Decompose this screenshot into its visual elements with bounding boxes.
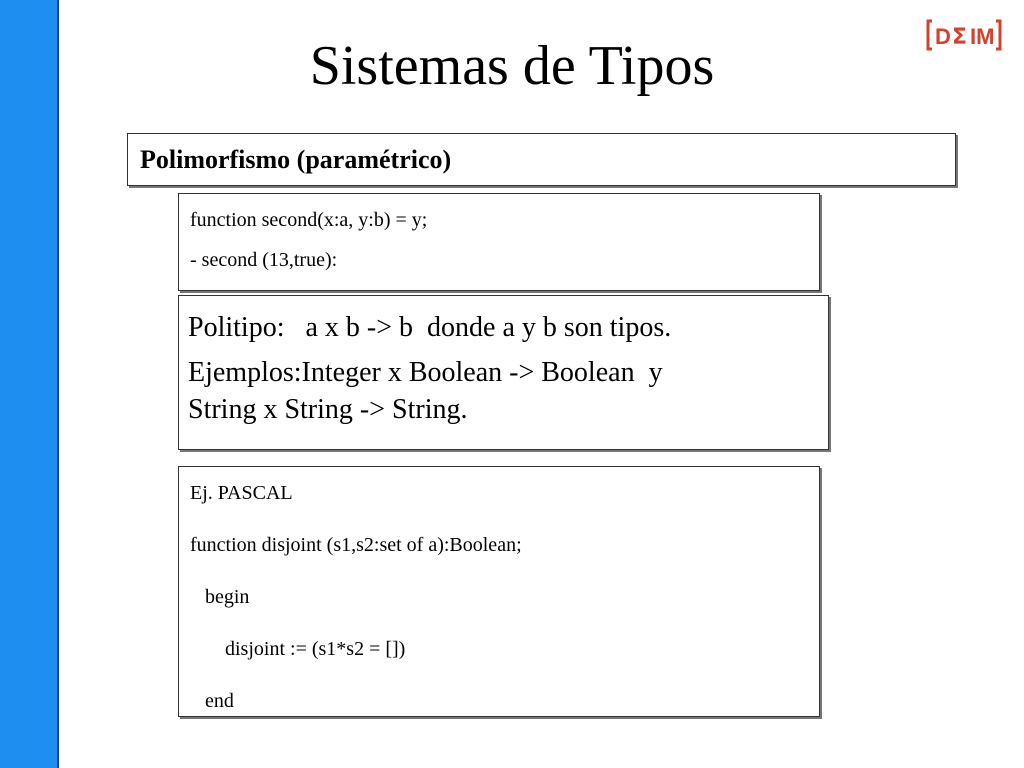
svg-text:IM: IM <box>970 24 995 49</box>
code-line: end <box>190 690 234 712</box>
svg-text:Σ: Σ <box>952 25 968 50</box>
code-line: begin <box>190 586 250 608</box>
politipo-box <box>178 295 829 450</box>
section-header: Polimorfismo (paramétrico) <box>127 133 956 186</box>
slide-title: Sistemas de Tipos <box>309 35 715 97</box>
code-block-second <box>178 193 820 291</box>
code-line: Ej. PASCAL <box>190 482 293 504</box>
politipo-definition: Politipo: a x b -> b donde a y b son tipos. <box>188 312 672 343</box>
code-line: disjoint := (s1*s2 = []) <box>190 638 406 660</box>
code-block-pascal <box>178 466 820 717</box>
code-line: function disjoint (s1,s2:set of a):Boolean; <box>190 534 522 556</box>
code-line: function second(x:a, y:b) = y; <box>190 209 428 231</box>
code-line: - second (13,true): <box>190 249 338 271</box>
politipo-examples: Ejemplos:Integer x Boolean -> Boolean y String x String -> String. <box>188 357 663 425</box>
svg-text:D: D <box>935 24 951 49</box>
slide-sidebar <box>0 0 59 768</box>
